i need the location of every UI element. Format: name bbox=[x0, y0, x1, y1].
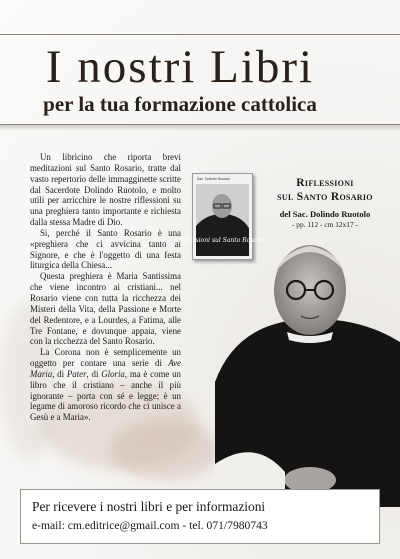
paragraph-emphasis: Ave Maria bbox=[30, 358, 181, 379]
paragraph-emphasis: Gloria bbox=[101, 368, 125, 379]
paragraph: Un libricino che riporta brevi meditazioni sul Santo Rosario, tratte dal vasto repertorio delle immagginette scritte dal Sacerdote Dolindo Ruotolo, e molto utili per arricchire le nostre riflessioni su una preghiera tanto importante e richiesta dalla stessa Madre di Dio. bbox=[30, 152, 181, 228]
book-title-line2: sul Santo Rosario bbox=[277, 191, 373, 203]
page-subtitle: per la tua formazione cattolica bbox=[43, 92, 317, 116]
paragraph-emphasis: Pater bbox=[66, 368, 87, 379]
priest-photo bbox=[215, 232, 400, 507]
paragraph-text: , di bbox=[52, 368, 67, 379]
header-band bbox=[0, 34, 400, 126]
book-meta: - pp. 112 - cm 12x17 - bbox=[291, 220, 359, 229]
book-author: del Sac. Dolindo Ruotolo bbox=[279, 209, 371, 219]
paragraph: Questa preghiera è Maria Santissima che viene incontro ai cristiani... nel Rosario viene con tutta la ricchezza dei Misteri della Vita, della Passione e Morte del Redentore, e a Lourdes, a Fatima, alle Tre Fontane, e dovunque appaia, viene con la ricchezza del Santo Rosario. bbox=[30, 271, 181, 347]
header-shadow bbox=[0, 125, 400, 131]
paragraph-text: , di bbox=[86, 368, 102, 379]
contact-details: e-mail: cm.editrice@gmail.com - tel. 071/7980743 bbox=[32, 519, 268, 532]
book-cover-author: Sac. Dolindo Ruotolo bbox=[197, 177, 230, 181]
book-cover-title: Riflessioni sul Santo Rosario bbox=[178, 237, 266, 244]
description-text bbox=[30, 152, 181, 423]
paragraph bbox=[30, 347, 181, 423]
book-info bbox=[253, 176, 397, 229]
paragraph-text: , ma è come un libro che il cristiano – anche il più ignorante – porta con sé e legge; è un legame di amoroso ricordo che ci unisce a Gesù e a Maria». bbox=[30, 368, 181, 423]
page-title: I nostri Libri bbox=[45, 41, 315, 93]
paragraph: Si, perché il Santo Rosario è una «preghiera che ci avvicina tanto al Signore, e che è l'oggetto di una festa liturgica della Chiesa... bbox=[30, 227, 181, 271]
contact-heading: Per ricevere i nostri libri e per informazioni bbox=[32, 499, 266, 514]
paragraph-text: La Corona non è semplicemente un oggetto per contare una serie di bbox=[30, 347, 181, 369]
book-title-line1: Riflessioni bbox=[296, 177, 354, 189]
contact-box bbox=[20, 489, 380, 544]
header-divider-top bbox=[0, 34, 400, 35]
background-smudge bbox=[110, 420, 220, 480]
